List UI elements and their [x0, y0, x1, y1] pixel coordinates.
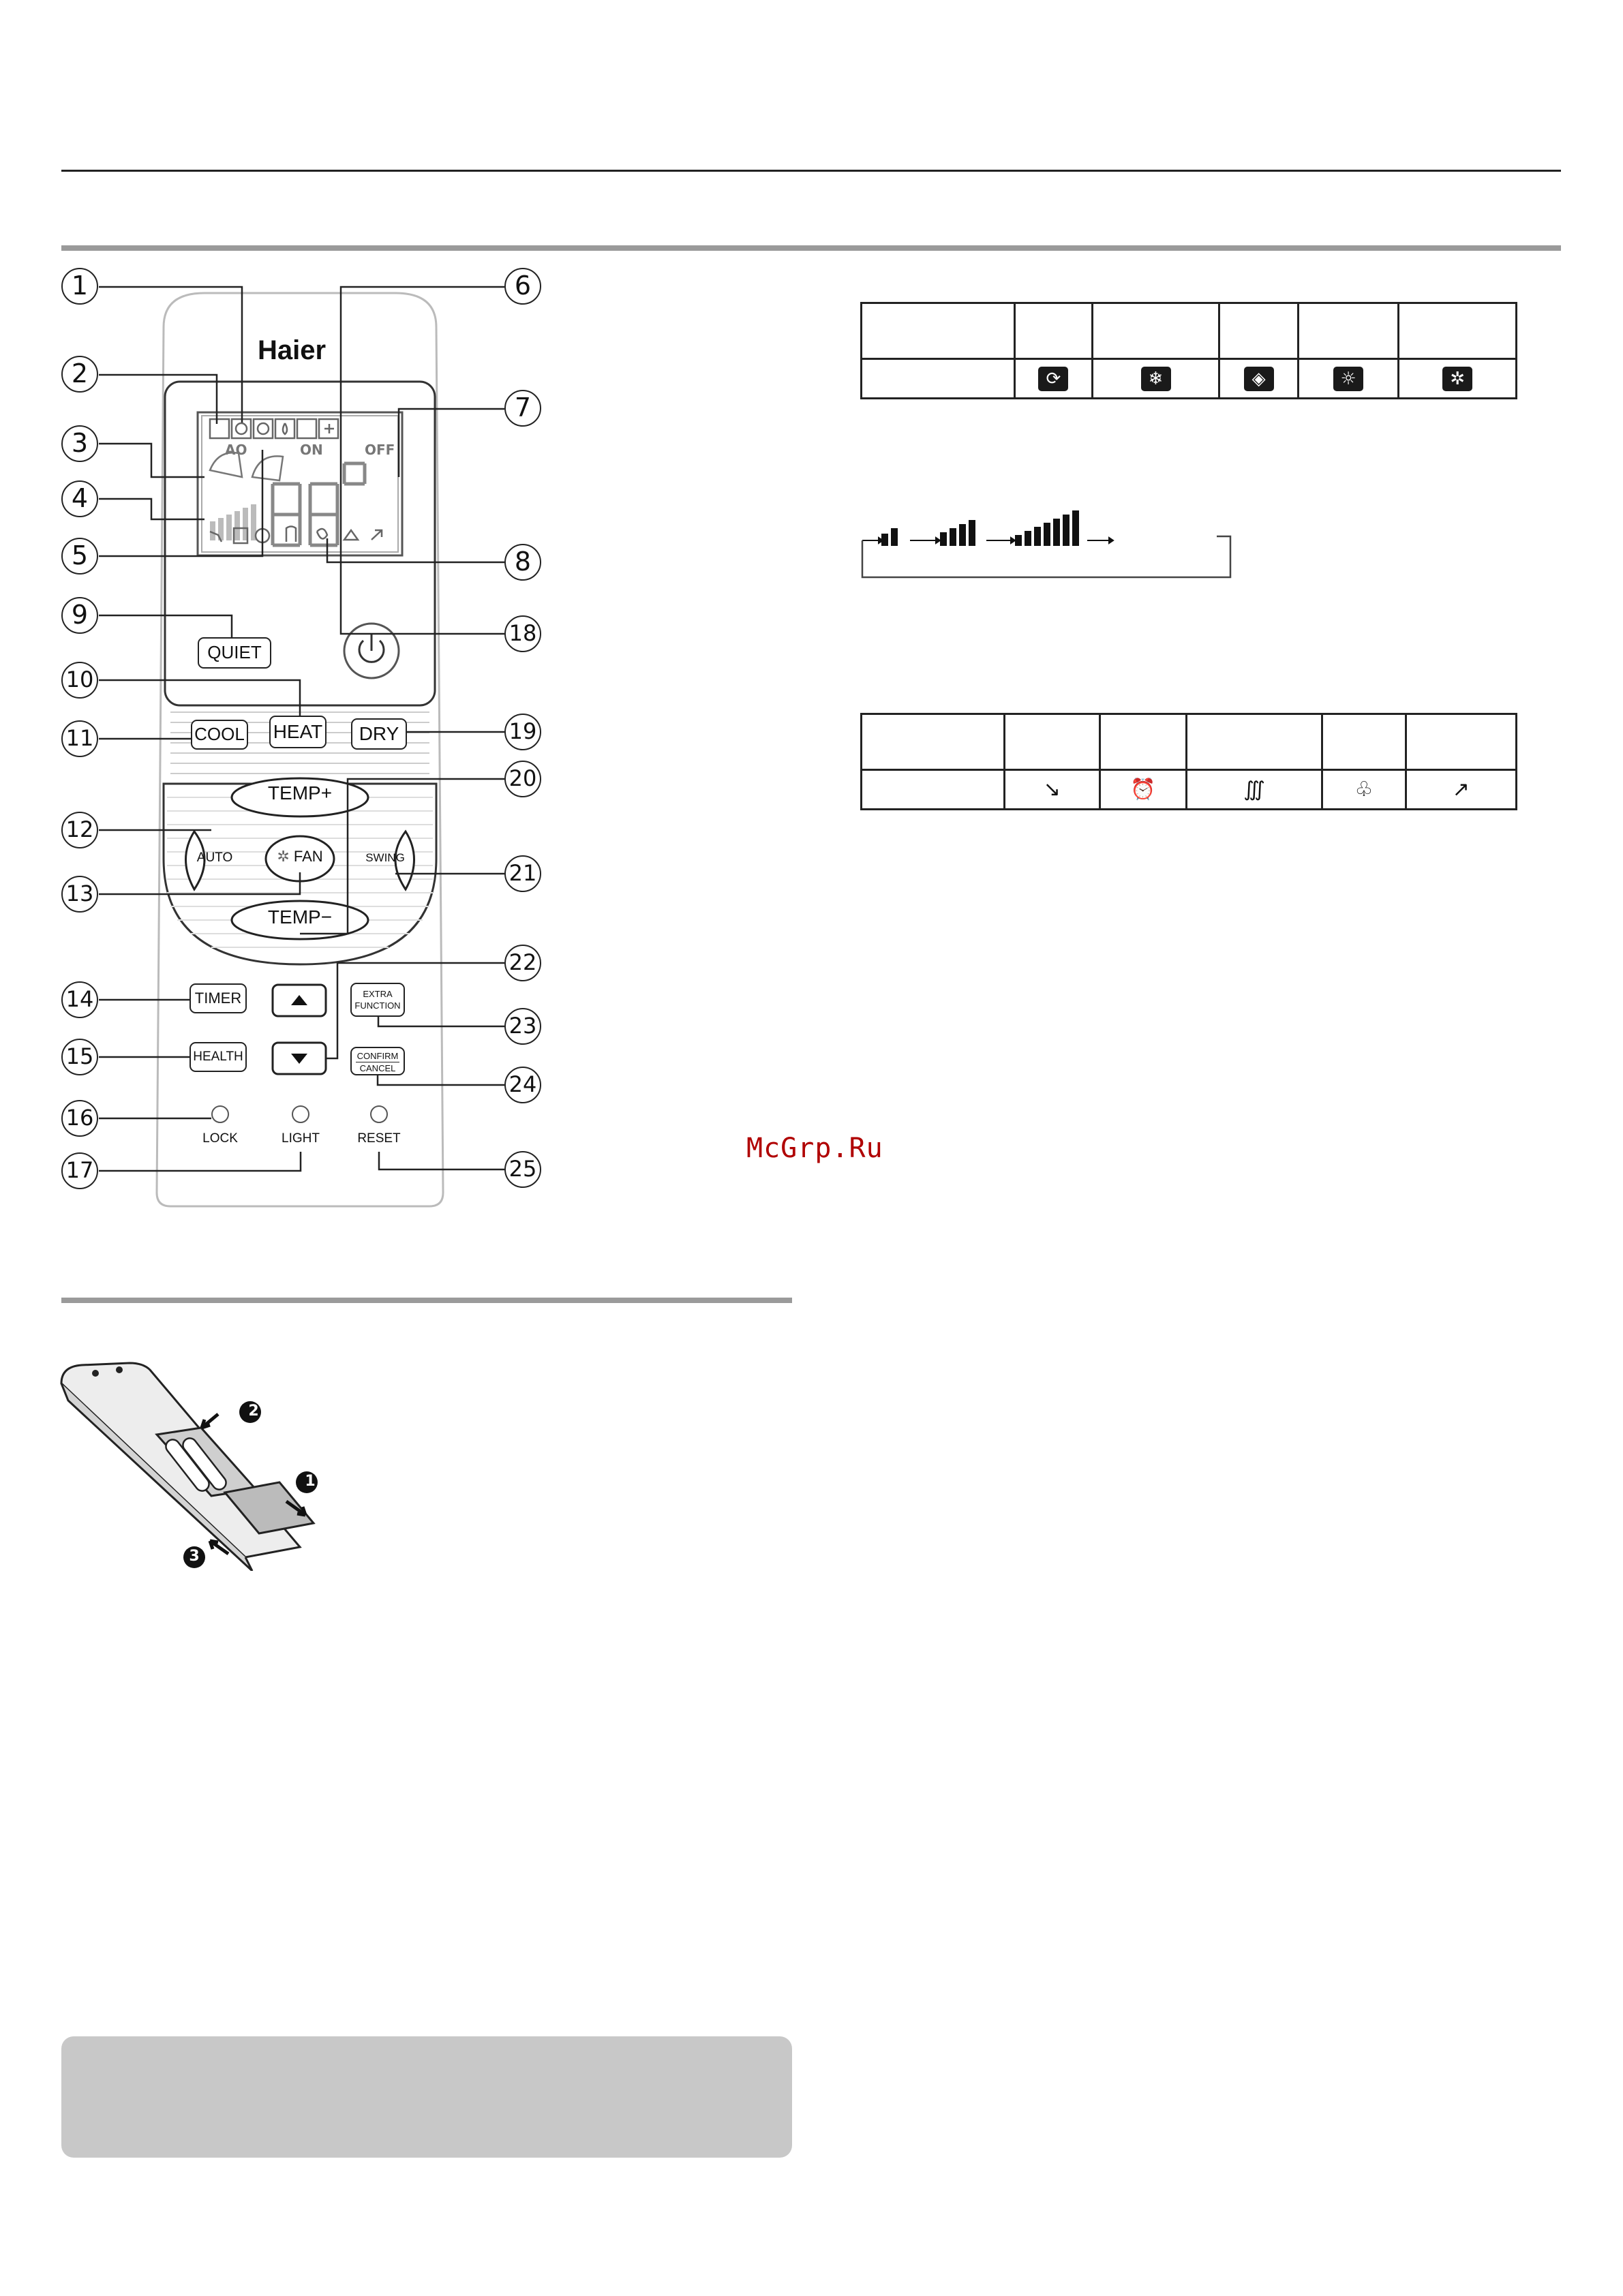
heat-mode-icon: ☼	[1333, 367, 1363, 391]
lcd-ao: AO	[225, 442, 247, 458]
heat-button[interactable]: HEAT	[269, 716, 327, 748]
lcd-off: OFF	[365, 442, 395, 458]
lock-label: LOCK	[202, 1131, 238, 1146]
confirm-label: CONFIRM	[357, 1051, 399, 1061]
quiet-button[interactable]: QUIET	[198, 637, 271, 669]
callout-12: 12	[61, 812, 98, 848]
callout-13: 13	[61, 876, 98, 913]
callout-15: 15	[61, 1039, 98, 1075]
callout-3: 3	[61, 425, 98, 462]
fan-icon: ✲	[277, 848, 290, 865]
callout-24: 24	[504, 1067, 541, 1103]
reset-label: RESET	[357, 1131, 401, 1146]
callout-2: 2	[61, 356, 98, 393]
swing-button[interactable]: SWING	[365, 851, 405, 864]
dry-mode-icon: ◈	[1244, 367, 1274, 391]
temp-minus-button[interactable]: TEMP−	[267, 906, 333, 928]
light-label: LIGHT	[282, 1131, 320, 1146]
callout-7: 7	[504, 390, 541, 427]
fan-label: FAN	[293, 848, 323, 865]
timer-clock-icon: ⏰	[1130, 778, 1156, 801]
callout-25: 25	[504, 1151, 541, 1188]
callout-4: 4	[61, 480, 98, 517]
callout-11: 11	[61, 720, 98, 757]
watermark: McGrp.Ru	[746, 1133, 883, 1164]
auto-button[interactable]: AUTO	[196, 851, 233, 865]
battery-step-1: 1	[305, 1473, 316, 1490]
battery-section-rule	[61, 1298, 792, 1303]
extra-line2: FUNCTION	[354, 1000, 401, 1011]
callout-17: 17	[61, 1152, 98, 1189]
auto-mode-icon: ⟳	[1038, 367, 1068, 391]
callout-23: 23	[504, 1008, 541, 1045]
callout-14: 14	[61, 981, 98, 1018]
heater-icon: ∭	[1243, 778, 1265, 801]
function-table	[860, 713, 1517, 810]
note-box	[61, 2036, 792, 2158]
cancel-label: CANCEL	[359, 1063, 396, 1073]
callout-18: 18	[504, 615, 541, 652]
temp-plus-button[interactable]: TEMP+	[267, 782, 333, 803]
health-icon: ♧	[1354, 778, 1374, 801]
battery-install-illustration	[55, 1353, 368, 1571]
extra-line1: EXTRA	[363, 989, 393, 999]
callout-10: 10	[61, 662, 98, 699]
sleep-icon: ↘	[1043, 778, 1061, 801]
callout-8: 8	[504, 544, 541, 581]
battery-step-2: 2	[248, 1403, 259, 1420]
callout-6: 6	[504, 268, 541, 305]
fan-mode-icon: ✲	[1442, 367, 1472, 391]
health-button[interactable]: HEALTH	[189, 1042, 247, 1072]
callout-21: 21	[504, 855, 541, 892]
cool-mode-icon: ❄	[1141, 367, 1171, 391]
callout-20: 20	[504, 761, 541, 797]
fan-speed-cycle-diagram	[855, 501, 1237, 583]
turbo-icon: ↗	[1452, 778, 1470, 801]
callout-9: 9	[61, 597, 98, 634]
dry-button[interactable]: DRY	[351, 718, 407, 750]
timer-button[interactable]: TIMER	[189, 983, 247, 1013]
callout-19: 19	[504, 714, 541, 750]
brand-logo: Haier	[258, 335, 327, 365]
cool-button[interactable]: COOL	[191, 720, 248, 750]
callout-5: 5	[61, 538, 98, 575]
callout-1: 1	[61, 268, 98, 305]
mode-table	[860, 302, 1517, 399]
battery-step-3: 3	[189, 1548, 200, 1565]
callout-16: 16	[61, 1100, 98, 1137]
lcd-on: ON	[300, 442, 323, 458]
callout-22: 22	[504, 945, 541, 981]
